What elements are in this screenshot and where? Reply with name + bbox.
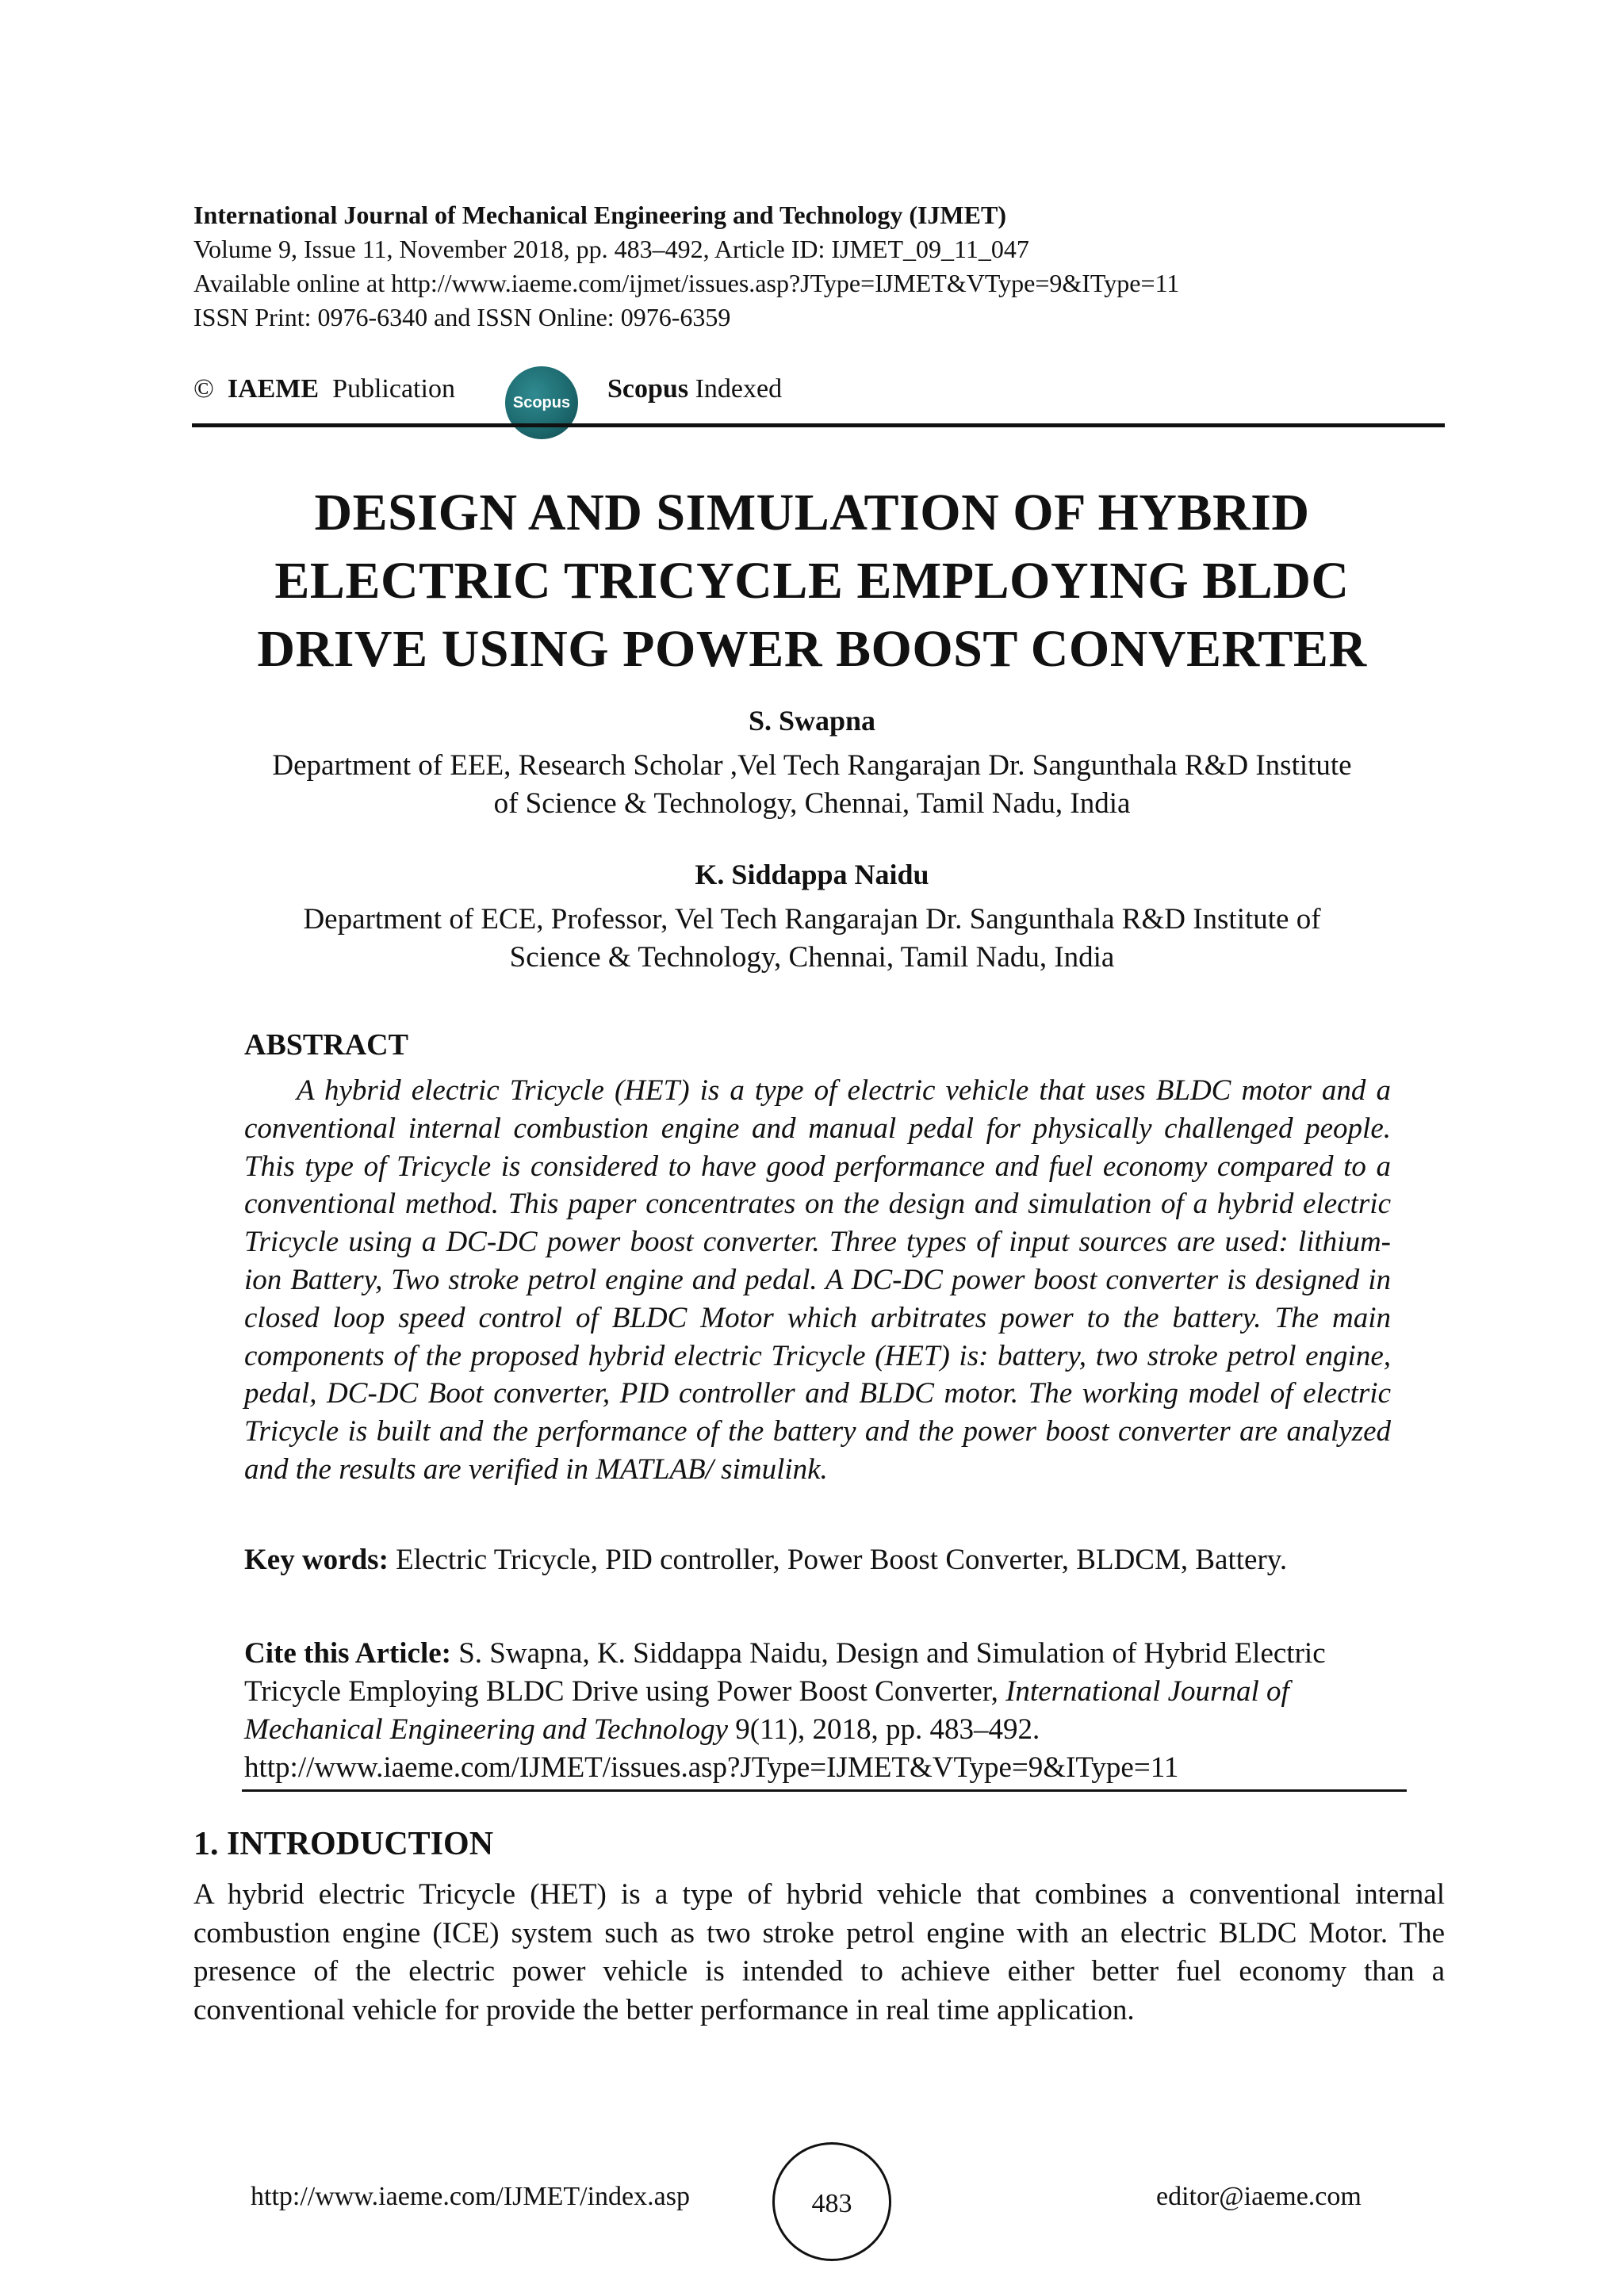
publisher-row bbox=[193, 366, 1462, 430]
author-affiliation-2: Department of ECE, Professor, Vel Tech Rangarajan Dr. Sangunthala R&D Institute of Science & Technology, Chennai, Tamil Nadu, India bbox=[303, 903, 1321, 974]
journal-name: International Journal of Mechanical Engineering and Technology (IJMET) bbox=[193, 201, 1006, 229]
cite-this-article: Cite this Article: S. Swapna, K. Siddappa Naidu, Design and Simulation of Hybrid Electric Tricycle Employing BLDC Drive using Power Boost Converter, International Journal of Mechanical Engineering and Technology 9(11), 2018, pp. 483–492. http://www.iaeme.com/IJMET/issues.asp?JType=IJMET&VType=9&IType=11 bbox=[244, 1637, 1326, 1784]
abstract-divider bbox=[242, 1789, 1407, 1792]
scopus-logo-icon: Scopus bbox=[505, 366, 578, 439]
author-name-1: S. Swapna bbox=[748, 705, 876, 737]
title-line-3: DRIVE USING POWER BOOST CONVERTER bbox=[257, 620, 1367, 678]
author-affiliation-1: Department of EEE, Research Scholar ,Vel Tech Rangarajan Dr. Sangunthala R&D Institute of Science & Technology, Chennai, Tamil Nadu, India bbox=[272, 749, 1352, 820]
keywords: Key words: Electric Tricycle, PID controller, Power Boost Converter, BLDCM, Battery. bbox=[244, 1544, 1288, 1576]
abstract-heading: ABSTRACT bbox=[244, 1028, 408, 1062]
author-name-2: K. Siddappa Naidu bbox=[695, 859, 929, 890]
publisher-copyright: © IAEME Publication bbox=[193, 374, 455, 404]
paper-title bbox=[143, 479, 1481, 683]
issn-line: ISSN Print: 0976-6340 and ISSN Online: 0976-6359 bbox=[193, 303, 731, 331]
introduction-body: A hybrid electric Tricycle (HET) is a type of hybrid vehicle that combines a conventional internal combustion engine (ICE) system such as two stroke petrol engine with an electric BLDC Motor. The presence of the electric power vehicle is intended to achieve either better fuel economy than a conventional vehicle for provide the better performance in real time application. bbox=[193, 1878, 1445, 2026]
title-line-2: ELECTRIC TRICYCLE EMPLOYING BLDC bbox=[274, 552, 1350, 610]
cite-url[interactable]: http://www.iaeme.com/IJMET/issues.asp?JType=IJMET&VType=9&IType=11 bbox=[244, 1751, 1179, 1784]
page-number: 483 bbox=[772, 2142, 891, 2261]
footer-email[interactable]: editor@iaeme.com bbox=[1156, 2182, 1362, 2211]
section-heading-introduction: 1. INTRODUCTION bbox=[193, 1826, 494, 1862]
abstract-body: A hybrid electric Tricycle (HET) is a type of electric vehicle that uses BLDC motor and a conventional internal combustion engine and manual pedal for physically challenged people. This type of Tricycle is considered to have good performance and fuel economy compared to a conventional method. This paper concentrates on the design and simulation of a hybrid electric Tricycle using a DC-DC power boost converter. Three types of input sources are used: lithium-ion Battery, Two stroke petrol engine and pedal. A DC-DC power boost converter is designed in closed loop speed control of BLDC Motor which arbitrates power to the battery. The main components of the proposed hybrid electric Tricycle (HET) is: battery, two stroke petrol engine, pedal, DC-DC Boot converter, PID controller and BLDC motor. The working model of electric Tricycle is built and the performance of the battery and the power boost converter are analyzed and the results are verified in MATLAB/ simulink. bbox=[244, 1074, 1391, 1486]
volume-line: Volume 9, Issue 11, November 2018, pp. 483–492, Article ID: IJMET_09_11_047 bbox=[193, 235, 1029, 263]
scopus-indexed-label: Scopus Indexed bbox=[607, 374, 783, 404]
available-online-line: Available online at http://www.iaeme.com/ijmet/issues.asp?JType=IJMET&VType=9&IType=11 bbox=[193, 269, 1180, 297]
header-divider bbox=[192, 423, 1445, 427]
footer-url[interactable]: http://www.iaeme.com/IJMET/index.asp bbox=[251, 2182, 690, 2211]
title-line-1: DESIGN AND SIMULATION OF HYBRID bbox=[314, 484, 1310, 541]
